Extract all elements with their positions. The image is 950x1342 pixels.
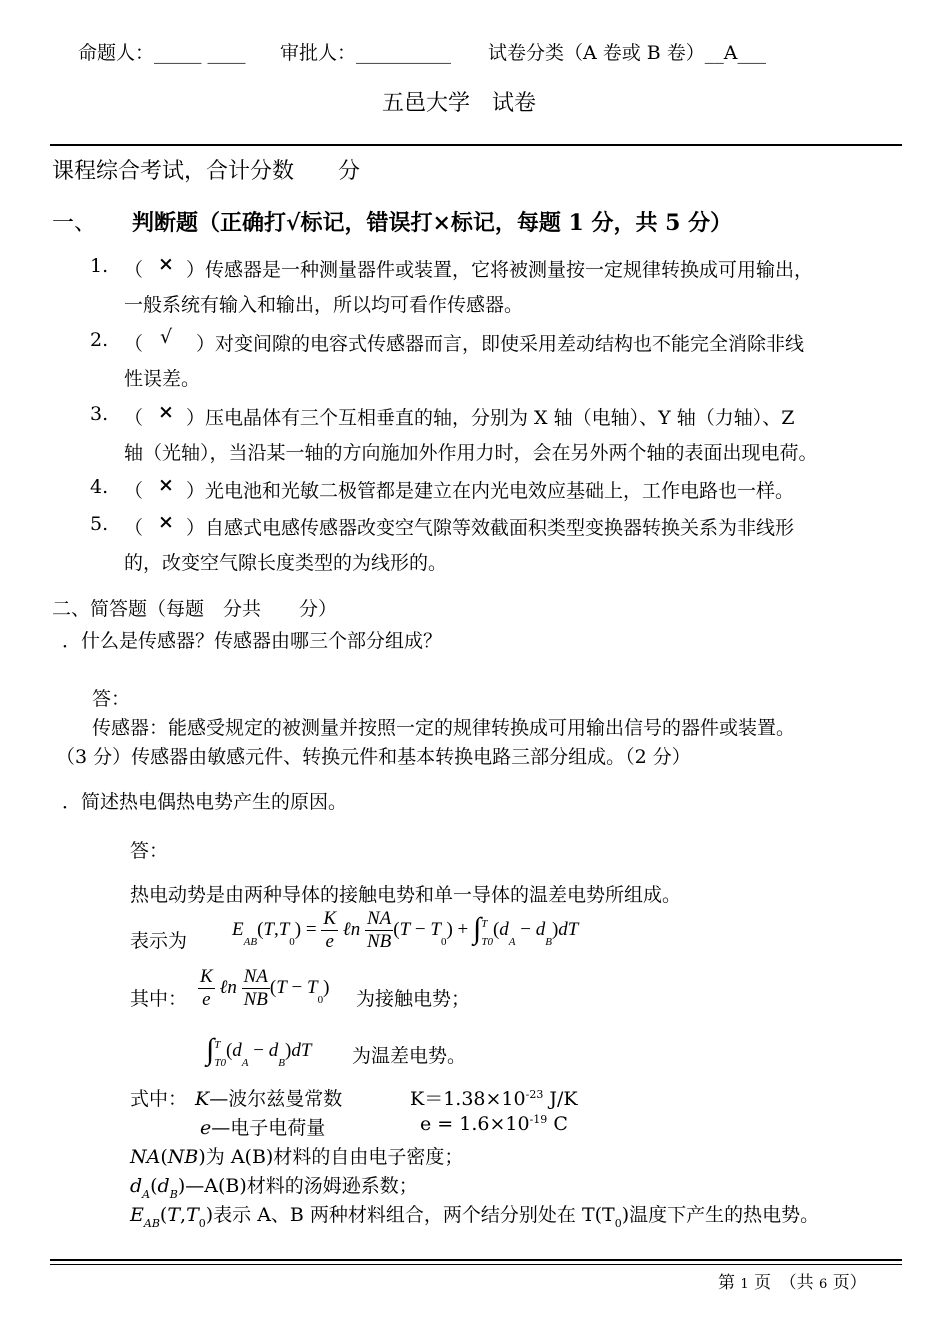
item-open-paren: （ <box>124 333 144 355</box>
approver-field: 审批人：__________ <box>280 42 452 64</box>
item-text: ）对变间隙的电容式传感器而言，即使采用差动结构也不能完全消除非线 <box>196 333 805 355</box>
answer-1-line2: （3 分）传感器由敏感元件、转换元件和基本转换电路三部分组成。（2 分） <box>56 746 691 768</box>
item-text: ）自感式电感传感器改变空气隙等效截面积类型变换器转换关系为非线形 <box>186 517 795 539</box>
page-title: 五邑大学 试卷 <box>382 91 537 116</box>
page-total: 6 <box>819 1277 828 1292</box>
charge-definition: e—电子电荷量 <box>200 1117 326 1139</box>
temperature-emf-text: 为温差电势。 <box>352 1045 467 1067</box>
question-2: ．简述热电偶热电势产生的原因。 <box>62 791 348 813</box>
item-open-paren: （ <box>124 517 144 539</box>
item-number: 1. <box>90 255 109 277</box>
page-mid: 页 （共 <box>754 1273 814 1293</box>
footer-divider-bottom <box>50 1264 902 1265</box>
item-open-paren: （ <box>124 407 144 429</box>
answer-2-label: 答： <box>130 840 169 862</box>
thermo-emf-formula: $E_{AB}(T,T_0)$ = $\frac{K}{e}$ ℓn $\frac{NA}{NB}$ $(T - T_0) + \int^T_{T0}(d_A - d_B)dT$ <box>232 908 579 952</box>
page-number: 1 <box>740 1277 749 1292</box>
where-label: 其中： <box>130 988 188 1010</box>
item-text-cont: 一般系统有输入和输出，所以均可看作传感器。 <box>124 294 524 316</box>
check-mark: √ <box>160 326 173 348</box>
eab-tail: )温度下产生的热电势。 <box>621 1204 820 1226</box>
page-footer <box>718 1268 867 1293</box>
item-number: 5. <box>90 513 109 535</box>
charge-value <box>420 1113 568 1135</box>
cross-mark: × <box>158 401 174 423</box>
paper-type-field: 试卷分类（A 卷或 B 卷）__A___ <box>488 42 767 64</box>
expression-label: 表示为 <box>130 930 188 952</box>
k-exponent: -23 <box>525 1088 544 1101</box>
boltzmann-value <box>410 1084 578 1111</box>
page-prefix: 第 <box>718 1273 735 1293</box>
electron-density-text: 为 A(B)材料的自由电子密度； <box>205 1146 464 1168</box>
boltzmann-desc: —波尔兹曼常数 <box>209 1088 343 1110</box>
item-number: 3. <box>90 403 109 425</box>
page-suffix: 页） <box>832 1273 867 1293</box>
item-open-paren: （ <box>124 259 144 281</box>
eab-text: 表示 A、B 两种材料组合，两个结分别处在 T(T <box>213 1204 615 1226</box>
cross-mark: × <box>158 474 174 496</box>
answer-1-line1: 传感器：能感受规定的被测量并按照一定的规律转换成可用输出信号的器件或装置。 <box>92 717 796 739</box>
header-divider <box>50 144 902 146</box>
charge-desc: —电子电荷量 <box>211 1117 326 1139</box>
definitions-label: 式中： <box>130 1088 188 1110</box>
item-text-cont: 的，改变空气隙长度类型的为线形的。 <box>124 552 448 574</box>
e-unit: C <box>547 1113 568 1135</box>
e-value: e = 1.6×10 <box>420 1113 530 1135</box>
footer-divider-top <box>50 1259 902 1261</box>
k-unit: J/K <box>543 1088 578 1110</box>
k-value: K＝1.38×10 <box>410 1088 526 1110</box>
section1-title: 判断题（正确打√标记，错误打×标记，每题 1 分，共 5 分） <box>132 210 733 236</box>
cross-mark: × <box>158 511 174 533</box>
thomson-line: $d_A(d_B)—A(B)$材料的汤姆逊系数； <box>130 1175 418 1201</box>
thomson-text: —A(B)材料的汤姆逊系数； <box>185 1175 418 1197</box>
section2-title: 二、简答题（每题 分共 分） <box>52 598 338 620</box>
item-number: 2. <box>90 329 109 351</box>
item-open-paren: （ <box>124 480 144 502</box>
section1-number: 一、 <box>52 211 97 236</box>
contact-emf-term: $\frac{K}{e}$ ℓn $\frac{NA}{NB}$ $(T - T_0)$ <box>200 966 330 1010</box>
item-number: 4. <box>90 476 109 498</box>
boltzmann-definition: K—波尔兹曼常数 <box>195 1088 343 1110</box>
question-1: ．什么是传感器？传感器由哪三个部分组成？ <box>62 630 443 652</box>
e-exponent: -19 <box>529 1113 548 1126</box>
item-text-cont: 性误差。 <box>124 368 201 390</box>
eab-line: $E_{AB}(T,T_0)$表示 A、B 两种材料组合，两个结分别处在 $T(T_0)$温度下产生的热电势。 <box>130 1204 820 1230</box>
author-field: 命题人：_____ ____ <box>78 42 246 64</box>
item-text: ）压电晶体有三个互相垂直的轴，分别为 X 轴（电轴）、Y 轴（力轴）、Z <box>186 407 795 429</box>
temperature-emf-term: $\int^T_{T0}(d_A - d_B)dT$ <box>206 1033 312 1069</box>
cross-mark: × <box>158 253 174 275</box>
answer-1-label: 答： <box>92 688 131 710</box>
contact-emf-text: 为接触电势； <box>356 988 471 1010</box>
item-text-cont: 轴（光轴），当沿某一轴的方向施加外作用力时，会在另外两个轴的表面出现电荷。 <box>124 442 818 464</box>
item-text: ）光电池和光敏二极管都是建立在内光电效应基础上，工作电路也一样。 <box>186 480 795 502</box>
electron-density-line: NA(NB)为 A(B)材料的自由电子密度； <box>130 1146 464 1168</box>
course-line: 课程综合考试，合计分数 分 <box>52 159 361 184</box>
answer-2-line1: 热电动势是由两种导体的接触电势和单一导体的温差电势所组成。 <box>130 884 682 906</box>
item-text: ）传感器是一种测量器件或装置，它将被测量按一定规律转换成可用输出， <box>186 259 814 281</box>
